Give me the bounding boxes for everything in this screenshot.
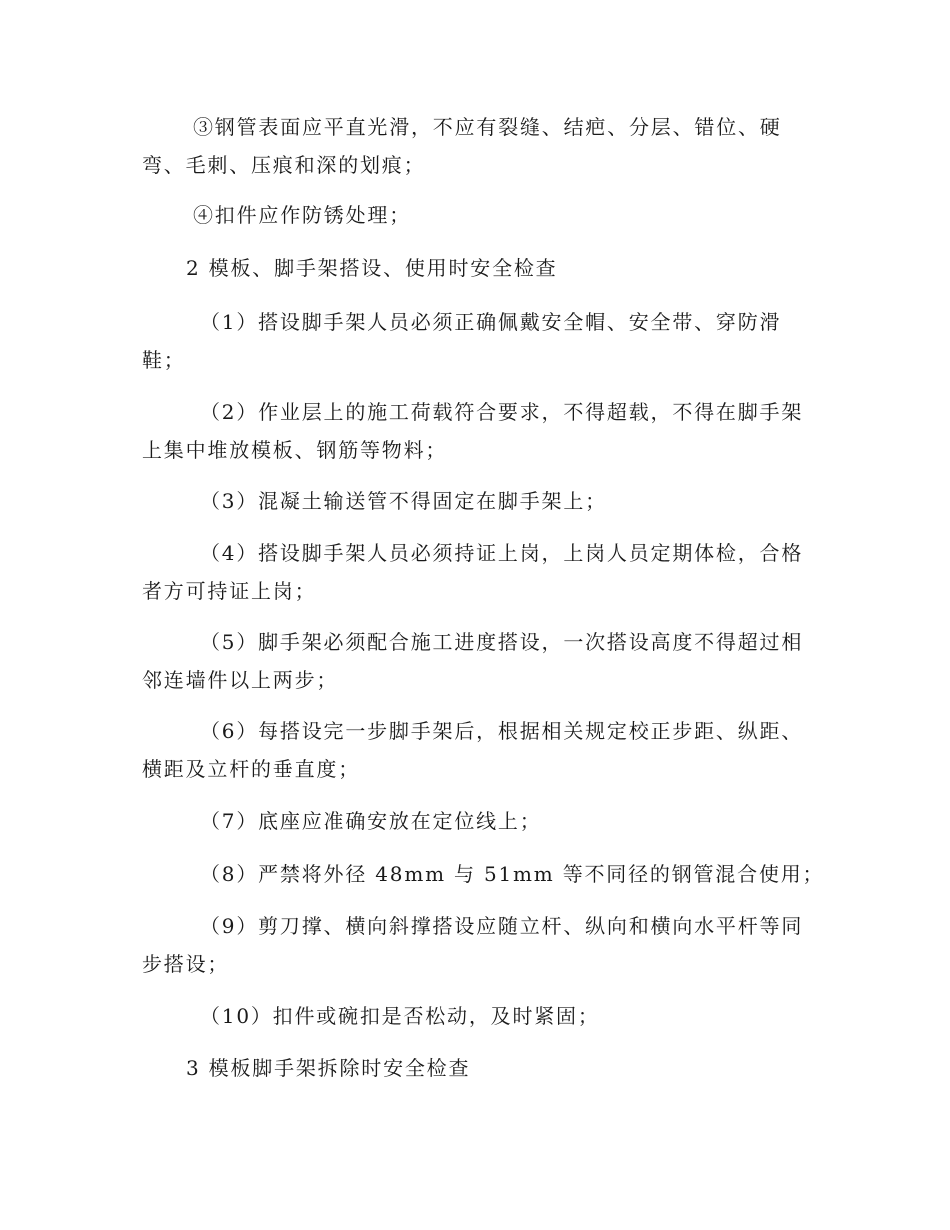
paragraph-line: （5）脚手架必须配合施工进度搭设，一次搭设高度不得超过相 [200, 630, 804, 654]
paragraph-line: 鞋； [142, 348, 186, 372]
paragraph-line: 上集中堆放模板、钢筋等物料； [142, 438, 448, 462]
paragraph-line: 横距及立杆的垂直度； [142, 757, 360, 781]
section-heading: 3 模板脚手架拆除时安全检查 [186, 1056, 471, 1080]
paragraph-line: （2）作业层上的施工荷载符合要求，不得超载，不得在脚手架 [200, 400, 804, 424]
paragraph-line: ③钢管表面应平直光滑，不应有裂缝、结疤、分层、错位、硬 [193, 115, 782, 139]
paragraph-line: （4）搭设脚手架人员必须持证上岗，上岗人员定期体检，合格 [200, 541, 804, 565]
paragraph-line: （7）底座应准确安放在定位线上； [200, 809, 542, 833]
section-heading: 2 模板、脚手架搭设、使用时安全检查 [186, 256, 558, 280]
paragraph-line: 邻连墙件以上两步； [142, 668, 339, 692]
paragraph-line: 者方可持证上岗； [142, 579, 317, 603]
paragraph-line: 步搭设； [142, 952, 230, 976]
paragraph-line: ④扣件应作防锈处理； [193, 203, 411, 227]
paragraph-line: （9）剪刀撑、横向斜撑搭设应随立杆、纵向和横向水平杆等同 [200, 914, 804, 938]
paragraph-line: （6）每搭设完一步脚手架后，根据相关规定校正步距、纵距、 [200, 719, 804, 743]
paragraph-line: （10）扣件或碗扣是否松动，及时紧固； [200, 1004, 600, 1028]
paragraph-line: 弯、毛刺、压痕和深的划痕； [142, 153, 426, 177]
paragraph-line: （1）搭设脚手架人员必须正确佩戴安全帽、安全带、穿防滑 [200, 310, 782, 334]
paragraph-line: （3）混凝土输送管不得固定在脚手架上； [200, 489, 607, 513]
paragraph-line: （8）严禁将外径 48mm 与 51mm 等不同径的钢管混合使用； [200, 862, 825, 886]
